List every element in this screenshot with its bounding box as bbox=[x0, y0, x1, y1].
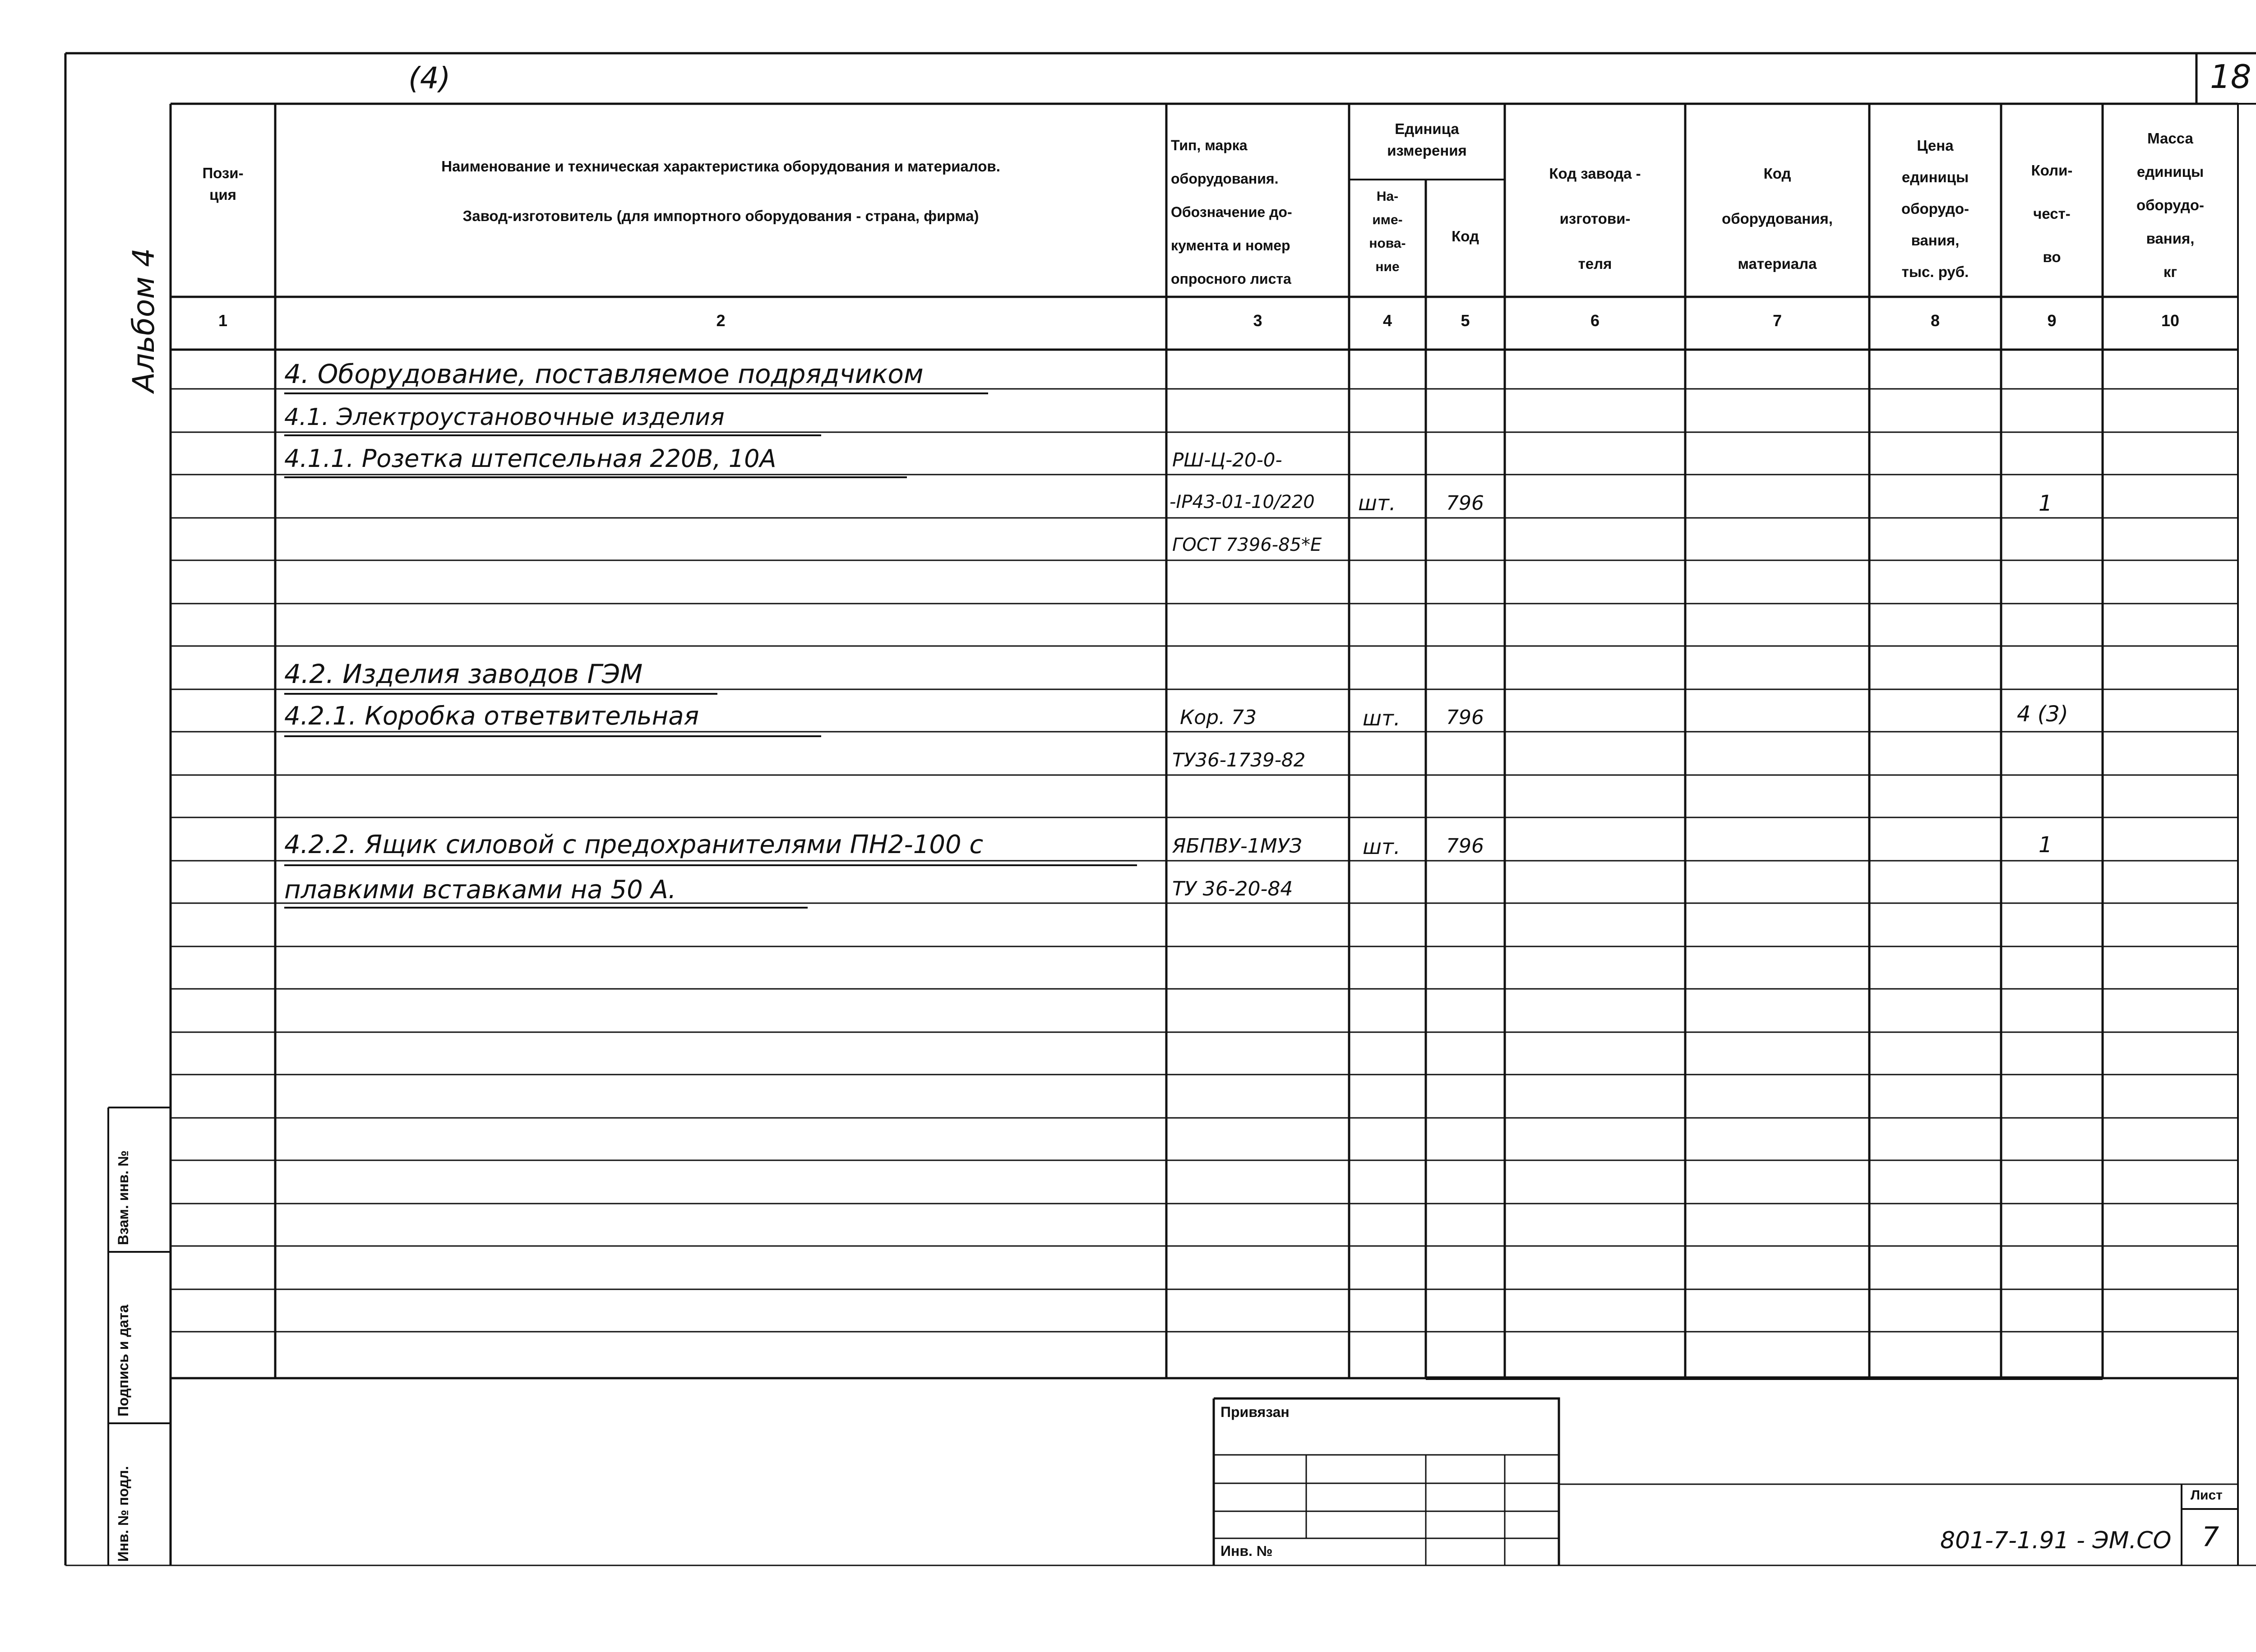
row-type: ГОСТ 7396-85*Е bbox=[1172, 535, 1322, 555]
row-name: 4.2.2. Ящик силовой с предохранителями ПН2-100 с bbox=[284, 830, 984, 859]
sheet-label: Лист bbox=[2191, 1488, 2223, 1503]
row-quantity: 1 bbox=[2039, 491, 2053, 516]
column-number: 5 bbox=[1461, 311, 1470, 330]
row-unit: шт. bbox=[1363, 835, 1401, 859]
header-name-line2: Завод-изготовитель (для импортного оборудования - страна, фирма) bbox=[462, 208, 979, 224]
row-name: плавкими вставками на 50 А. bbox=[284, 875, 676, 904]
album-label: Альбом 4 bbox=[126, 248, 161, 392]
header-equipment-code: Код оборудования, материала bbox=[1722, 165, 1833, 272]
stamp-podpis-data: Подпись и дата bbox=[115, 1305, 131, 1417]
row-type: ЯБПВУ-1МУЗ bbox=[1172, 835, 1302, 858]
column-number: 4 bbox=[1382, 311, 1392, 330]
stamp-vzam-inv: Взам. инв. № bbox=[115, 1150, 131, 1245]
header-position: Пози- ция bbox=[202, 165, 244, 203]
document-code: 801-7-1.91 - ЭМ.СО bbox=[1940, 1527, 2172, 1554]
column-number: 1 bbox=[218, 311, 228, 330]
corner-number: 18 bbox=[2210, 58, 2251, 96]
header-unit-code: Код bbox=[1452, 228, 1479, 245]
row-type: РШ-Ц-20-0- bbox=[1172, 449, 1282, 471]
row-quantity: 4 (3) bbox=[2017, 701, 2068, 727]
row-unit-code: 796 bbox=[1446, 492, 1484, 515]
header-unit-price: Цена единицы оборудо- вания, тыс. руб. bbox=[1901, 137, 1969, 280]
column-number: 6 bbox=[1590, 311, 1600, 330]
row-name: 4.1.1. Розетка штепсельная 220В, 10А bbox=[284, 444, 777, 473]
header-factory-code: Код завода - изготови- теля bbox=[1549, 165, 1641, 272]
header-quantity: Коли- чест- во bbox=[2031, 162, 2073, 265]
header-type: Тип, марка оборудования. Обозначение до- кумента и номер опросного листа bbox=[1171, 137, 1292, 287]
row-type: -IР43-01-10/220 bbox=[1170, 492, 1315, 512]
row-unit: шт. bbox=[1363, 706, 1401, 730]
column-number: 10 bbox=[2161, 311, 2180, 330]
stamp-privyazan: Привязан bbox=[1220, 1404, 1290, 1420]
row-name: 4.2. Изделия заводов ГЭМ bbox=[284, 659, 643, 689]
header-unit-group: Единица измерения bbox=[1387, 120, 1467, 159]
top-index: (4) bbox=[408, 61, 451, 96]
row-unit-code: 796 bbox=[1446, 835, 1484, 858]
column-number: 3 bbox=[1253, 311, 1262, 330]
row-quantity: 1 bbox=[2039, 832, 2053, 858]
row-type: ТУ36-1739-82 bbox=[1172, 749, 1306, 771]
row-unit-code: 796 bbox=[1446, 706, 1484, 729]
header-unit-mass: Масса единицы оборудо- вания, кг bbox=[2136, 130, 2205, 280]
row-type: Кор. 73 bbox=[1180, 706, 1257, 729]
row-name: 4.2.1. Коробка ответвительная bbox=[284, 701, 699, 731]
column-number: 2 bbox=[716, 311, 726, 330]
column-number: 9 bbox=[2047, 311, 2057, 330]
stamp-inv-podl: Инв. № подл. bbox=[115, 1466, 131, 1562]
column-number: 8 bbox=[1930, 311, 1940, 330]
header-name-line1: Наименование и техническая характеристика оборудования и материалов. bbox=[441, 158, 1000, 175]
row-unit: шт. bbox=[1358, 491, 1396, 515]
stamp-inv-no: Инв. № bbox=[1220, 1543, 1273, 1559]
row-name: 4. Оборудование, поставляемое подрядчиком bbox=[284, 359, 924, 389]
row-type: ТУ 36-20-84 bbox=[1172, 877, 1293, 900]
sheet-number: 7 bbox=[2202, 1521, 2219, 1553]
row-name: 4.1. Электроустановочные изделия bbox=[284, 404, 725, 431]
header-unit-name: На- име- нова- ние bbox=[1369, 189, 1406, 274]
column-number: 7 bbox=[1772, 311, 1782, 330]
